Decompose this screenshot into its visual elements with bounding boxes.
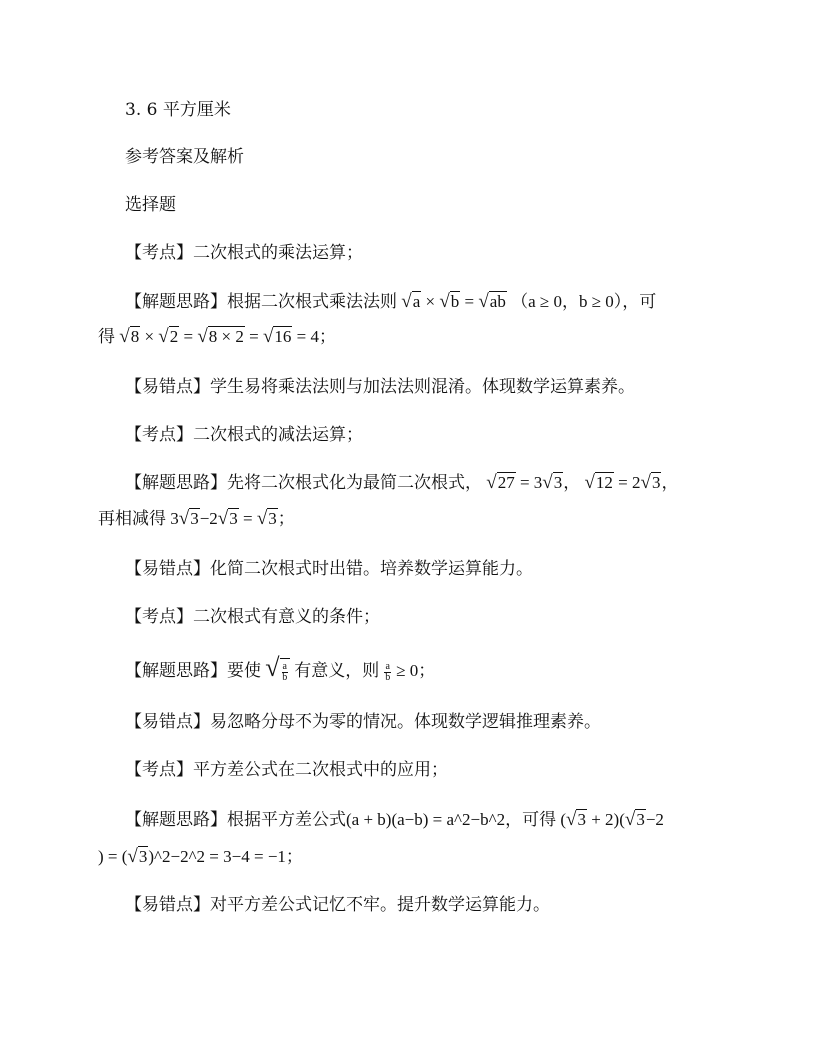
solution-text: 根据二次根式乘法法则 [227, 292, 397, 312]
q1-pitfall [0, 375, 816, 399]
formula: (√3 + 2)(√3−2 [556, 809, 664, 830]
topic-text: 平方差公式在二次根式中的应用； [193, 760, 448, 780]
q3-solution [0, 653, 816, 683]
section-heading-answers [0, 145, 816, 169]
q4-topic [0, 758, 816, 782]
tag-label: 【解题思路】 [125, 473, 227, 493]
formula: $\frac{a}{b}$ ≥ 0； [385, 660, 436, 683]
answer-line-3 [0, 98, 816, 122]
tag-label: 【解题思路】 [125, 810, 227, 830]
q4-pitfall [0, 893, 816, 917]
formula: √a × √b = √ab [401, 291, 506, 312]
q2-pitfall [0, 557, 816, 581]
heading-text: 选择题 [125, 195, 176, 215]
tag-label: 【易错点】 [125, 895, 210, 915]
tag-label: 【易错点】 [125, 712, 210, 732]
q4-solution-line1 [0, 808, 816, 832]
solution-mid-text: 有意义，则 [294, 661, 380, 681]
formula: ) = (√3)^2−2^2 = 3−4 = −1； [98, 846, 303, 867]
formula: √8 × √2 = √8 × 2 = √16 = 4； [119, 326, 336, 347]
tag-label: 【考点】 [125, 760, 193, 780]
topic-text: 二次根式的减法运算； [193, 425, 363, 445]
formula: √27 = 3√3， √12 = 2√3， [486, 472, 679, 493]
solution-text: 根据平方差公式 [227, 810, 346, 830]
q1-solution-line2 [0, 325, 816, 349]
pitfall-text: 易忽略分母不为零的情况。体现数学逻辑推理素养。 [210, 712, 601, 732]
q3-topic [0, 605, 816, 629]
tag-label: 【易错点】 [125, 377, 210, 397]
answer-text: 3. 6 平方厘米 [125, 100, 231, 120]
q4-solution-line2 [0, 845, 816, 869]
solution-mid-text: ，可得 [505, 810, 557, 830]
section-heading-choice [0, 193, 816, 217]
tag-label: 【解题思路】 [125, 661, 227, 681]
tag-label: 【考点】 [125, 607, 193, 627]
tag-label: 【解题思路】 [125, 292, 227, 312]
formula: 3√3−2√3 = √3； [166, 508, 295, 529]
q2-solution-line2 [0, 507, 816, 531]
condition-text: （a ≥ 0，b ≥ 0），可 [511, 292, 657, 311]
solution-text: 先将二次根式化为最简二次根式， [227, 473, 482, 493]
solution-text: 要使 [227, 661, 261, 681]
q2-topic [0, 423, 816, 447]
pitfall-text: 对平方差公式记忆不牢。提升数学运算能力。 [210, 895, 550, 915]
tag-label: 【易错点】 [125, 559, 210, 579]
topic-text: 二次根式的乘法运算； [193, 243, 363, 263]
continuation-text: 再相减得 [98, 509, 166, 529]
continuation-text: 得 [98, 327, 115, 347]
heading-text: 参考答案及解析 [125, 147, 244, 167]
tag-label: 【考点】 [125, 243, 193, 263]
q1-topic [0, 241, 816, 265]
tag-label: 【考点】 [125, 425, 193, 445]
q3-pitfall [0, 710, 816, 734]
topic-text: 二次根式有意义的条件； [193, 607, 380, 627]
formula: (a + b)(a−b) = a^2−b^2 [346, 810, 506, 829]
pitfall-text: 化简二次根式时出错。培养数学运算能力。 [210, 559, 533, 579]
pitfall-text: 学生易将乘法法则与加法法则混淆。体现数学运算素养。 [210, 377, 635, 397]
q2-solution-line1 [0, 471, 816, 495]
formula: √ $\frac{a}{b}$ [261, 661, 294, 680]
q1-solution-line1 [0, 290, 816, 314]
